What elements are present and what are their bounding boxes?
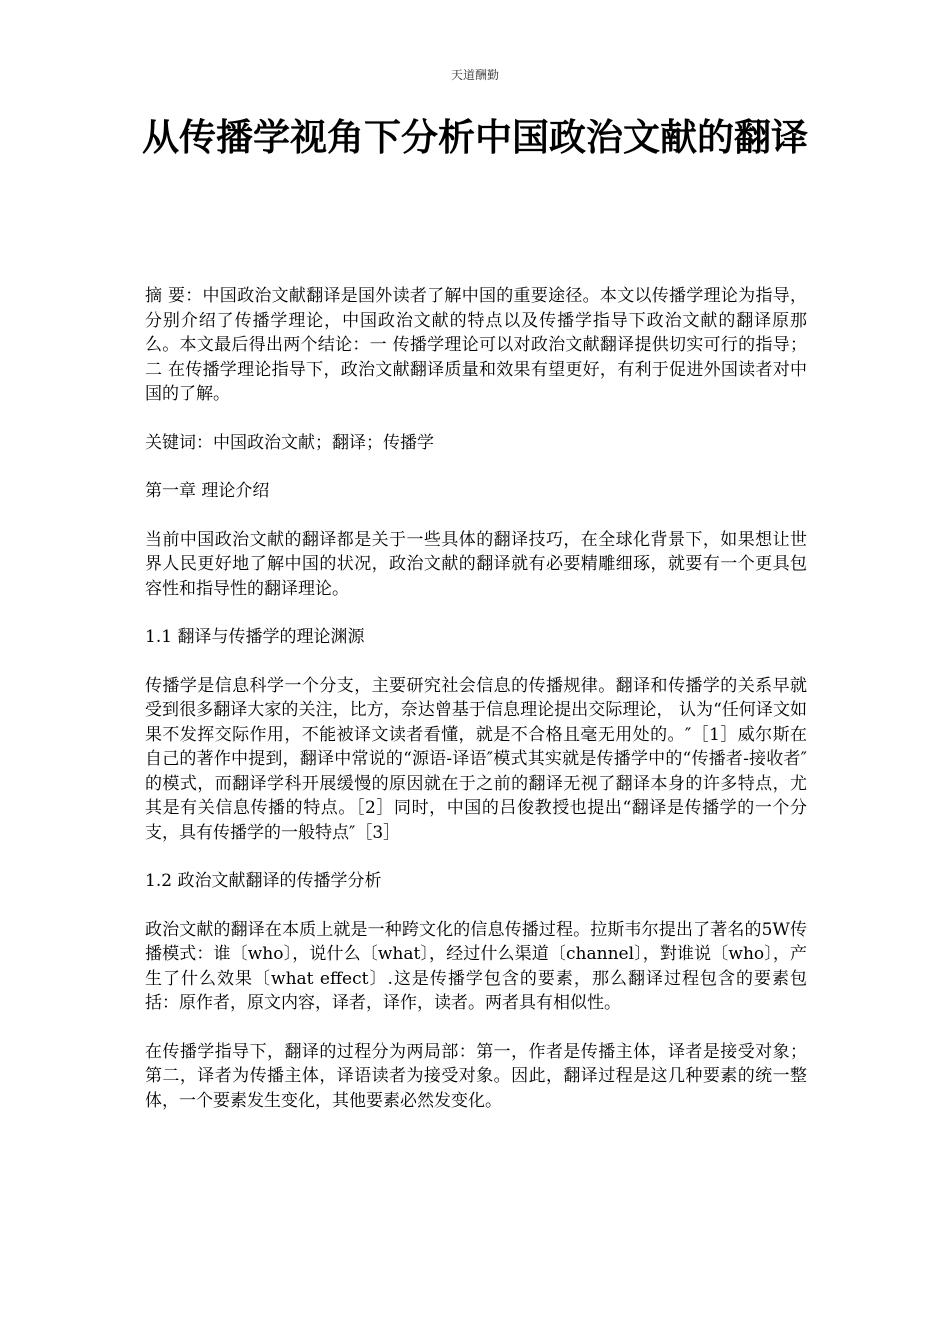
body-paragraph: 传播学是信息科学一个分支，主要研究社会信息的传播规律。翻译和传播学的关系早就受到很多翻译大家的关注，比方，奈达曾基于信息理论提出交际理论， 认为“任何译文如果不发挥交际作用，不能被译文读者看懂，就是不合格且毫无用处的。″［1］威尔斯在自己的著作中提到，翻译中常说的“源语-译语″模式其实就是传播学中的“传播者-接收者″的模式，而翻译学科开展缓慢的原因就在于之前的翻译无视了翻译本身的许多特点，尤其是有关信息传播的特点。［2］同时，中国的吕俊教授也提出“翻译是传播学的一个分支，具有传播学的一般特点″［3］ xyxy=(145,675,807,843)
body-paragraph: 政治文献的翻译在本质上就是一种跨文化的信息传播过程。拉斯韦尔提出了著名的5W传播模式：谁〔who〕，说什么〔what〕，经过什么渠道〔channel〕，對谁说〔who〕，产生了什么效果〔what effect〕.这是传播学包含的要素，那么翻译过程包含的要素包括：原作者，原文内容，译者，译作，读者。两者具有相似性。 xyxy=(145,919,807,1013)
document-title: 从传播学视角下分析中国政治文献的翻译 xyxy=(142,116,808,159)
abstract-paragraph: 摘 要：中国政治文献翻译是国外读者了解中国的重要途径。本文以传播学理论为指导，分别介绍了传播学理论，中国政治文献的特点以及传播学指导下政治文献的翻译原那么。本文最后得出两个结论：一 传播学理论可以对政治文献翻译提供切实可行的指导；二 在传播学理论指导下，政治文献翻译质量和效果有望更好，有利于促进外国读者对中国的了解。 xyxy=(145,286,807,404)
keywords-paragraph: 关键词：中国政治文献；翻译；传播学 xyxy=(145,432,434,453)
page-header: 天道酬勤 xyxy=(450,68,499,82)
chapter-heading: 第一章 理论介绍 xyxy=(145,481,270,501)
section-heading-1-2: 1.2 政治文献翻译的传播学分析 xyxy=(145,871,382,891)
body-paragraph: 在传播学指导下，翻译的过程分为两局部：第一，作者是传播主体，译者是接受对象；第二，译者为传播主体，译语读者为接受对象。因此，翻译过程是这几种要素的统一整体，一个要素发生变化，其他要素必然发变化。 xyxy=(145,1041,807,1111)
document-body xyxy=(145,284,807,1137)
body-paragraph: 当前中国政治文献的翻译都是关于一些具体的翻译技巧，在全球化背景下，如果想让世界人民更好地了解中国的状况，政治文献的翻译就有必要精雕细琢，就要有一个更具包容性和指导性的翻译理论。 xyxy=(145,529,807,599)
section-heading-1-1: 1.1 翻译与传播学的理论渊源 xyxy=(145,627,365,647)
